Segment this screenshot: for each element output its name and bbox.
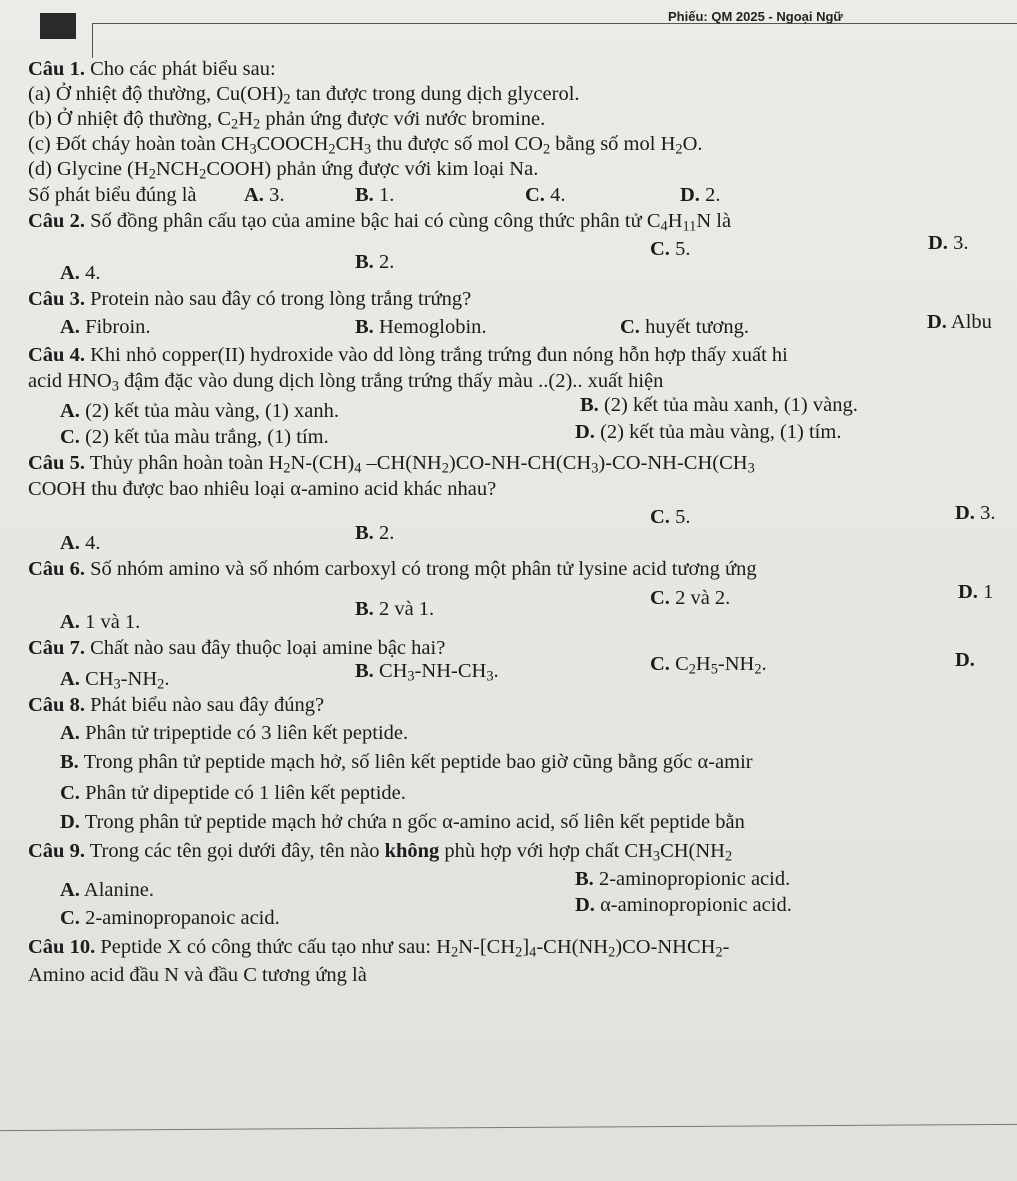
line-q4-stem2: acid $HNO_3$ đậm đặc vào dung dịch lòng trắng trứng thấy màu ..(2).. xuất hiện <box>28 370 664 395</box>
corner-mark <box>40 13 76 39</box>
line-q1-A: A. 3. <box>244 184 285 206</box>
header-rule-vertical <box>92 23 93 58</box>
line-q1-C: C. 4. <box>525 184 566 206</box>
line-q9-D: D. α-aminopropionic acid. <box>575 894 792 916</box>
line-q5-A: A. 4. <box>60 532 101 554</box>
line-q6-C: C. 2 và 2. <box>650 587 731 609</box>
line-q6-D: D. 1 <box>958 581 994 603</box>
line-q8-D: D. Trong phân tử peptide mạch hở chứa n gốc α-amino acid, số liên kết peptide bằn <box>60 811 745 833</box>
line-q8-stem: Câu 8. Phát biểu nào sau đây đúng? <box>28 694 325 716</box>
line-q3-stem: Câu 3. Protein nào sau đây có trong lòng trắng trứng? <box>28 288 472 310</box>
line-q9-C: C. 2-aminopropanoic acid. <box>60 907 280 929</box>
line-q1-d: (d) Glycine $(H_2NCH_2COOH)$ phản ứng được với kim loại Na. <box>28 158 539 183</box>
line-q4-C: C. (2) kết tủa màu trắng, (1) tím. <box>60 426 329 448</box>
line-q6-B: B. 2 và 1. <box>355 598 435 620</box>
line-q2-B: B. 2. <box>355 251 395 273</box>
line-q9-stem: Câu 9. Trong các tên gọi dưới đây, tên nào không phù hợp với hợp chất $CH_3CH(NH_2$ <box>28 840 733 865</box>
line-q3-B: B. Hemoglobin. <box>355 316 487 338</box>
line-q5-stem: Câu 5. Thủy phân hoàn toàn $H_2N-(CH)_4$ $-CH(NH_2)CO-NH-CH(CH_3)-CO-NH-CH(CH_3$ <box>28 452 755 477</box>
line-q7-D: D. <box>955 649 975 671</box>
line-q10-stem: Câu 10. Peptide X có công thức cấu tạo như sau: $H_2N-[CH_2]_4-CH(NH_2)CO-NHCH_2-$ <box>28 936 730 961</box>
line-q10-stem2: Amino acid đầu N và đầu C tương ứng là <box>28 964 367 986</box>
line-q2-A: A. 4. <box>60 262 101 284</box>
line-q1-D: D. 2. <box>680 184 721 206</box>
line-q1-a: (a) Ở nhiệt độ thường, $Cu(OH)_2$ tan được trong dung dịch glycerol. <box>28 83 580 108</box>
line-q7-stem: Câu 7. Chất nào sau đây thuộc loại amine bậc hai? <box>28 637 446 659</box>
line-q9-A: A. Alanine. <box>60 879 154 901</box>
line-q5-D: D. 3. <box>955 502 996 524</box>
line-q8-C: C. Phân tử dipeptide có 1 liên kết peptide. <box>60 782 406 804</box>
line-q5-stem2: COOH thu được bao nhiêu loại α-amino acid khác nhau? <box>28 478 497 500</box>
line-q8-A: A. Phân tử tripeptide có 3 liên kết peptide. <box>60 722 409 744</box>
line-q7-B: B. $CH_3-NH-CH_3$. <box>355 660 499 685</box>
line-q1-B: B. 1. <box>355 184 395 206</box>
line-q4-stem: Câu 4. Khi nhỏ copper(II) hydroxide vào dd lòng trắng trứng đun nóng hỗn hợp thấy xuất hi <box>28 344 788 366</box>
header-rule <box>92 23 1017 24</box>
line-q3-A: A. Fibroin. <box>60 316 151 338</box>
line-q1-title: Câu 1. Cho các phát biểu sau: <box>28 58 276 80</box>
header-tag: Phiếu: QM 2025 - Ngoại Ngữ <box>668 9 843 24</box>
line-q2-C: C. 5. <box>650 238 691 260</box>
line-q1-stem: Số phát biểu đúng là <box>28 184 197 206</box>
line-q4-D: D. (2) kết tủa màu vàng, (1) tím. <box>575 421 842 443</box>
line-q2-D: D. 3. <box>928 232 969 254</box>
line-q6-stem: Câu 6. Số nhóm amino và số nhóm carboxyl có trong một phân tử lysine acid tương ứng <box>28 558 757 580</box>
line-q1-c: (c) Đốt cháy hoàn toàn $CH_3COOCH_2CH_3$ thu được số mol $CO_2$ bằng số mol $H_2O$. <box>28 133 703 158</box>
line-q4-A: A. (2) kết tủa màu vàng, (1) xanh. <box>60 400 339 422</box>
line-q6-A: A. 1 và 1. <box>60 611 141 633</box>
line-q4-B: B. (2) kết tủa màu xanh, (1) vàng. <box>580 394 858 416</box>
line-q7-A: A. $CH_3-NH_2$. <box>60 668 170 693</box>
line-q1-b: (b) Ở nhiệt độ thường, $C_2H_2$ phản ứng được với nước bromine. <box>28 108 546 133</box>
line-q5-B: B. 2. <box>355 522 395 544</box>
line-q3-C: C. huyết tương. <box>620 316 750 338</box>
line-q9-B: B. 2-aminopropionic acid. <box>575 868 791 890</box>
line-q7-C: C. $C_2H_5-NH_2$. <box>650 653 767 678</box>
bottom-rule <box>0 1124 1017 1131</box>
line-q2-stem: Câu 2. Số đồng phân cấu tạo của amine bậc hai có cùng công thức phân tử $C_4H_{11}N$ là <box>28 210 732 235</box>
line-q5-C: C. 5. <box>650 506 691 528</box>
line-q3-D: D. Albu <box>927 311 992 333</box>
line-q8-B: B. Trong phân tử peptide mạch hở, số liên kết peptide bao giờ cũng bằng gốc α-amir <box>60 751 753 773</box>
